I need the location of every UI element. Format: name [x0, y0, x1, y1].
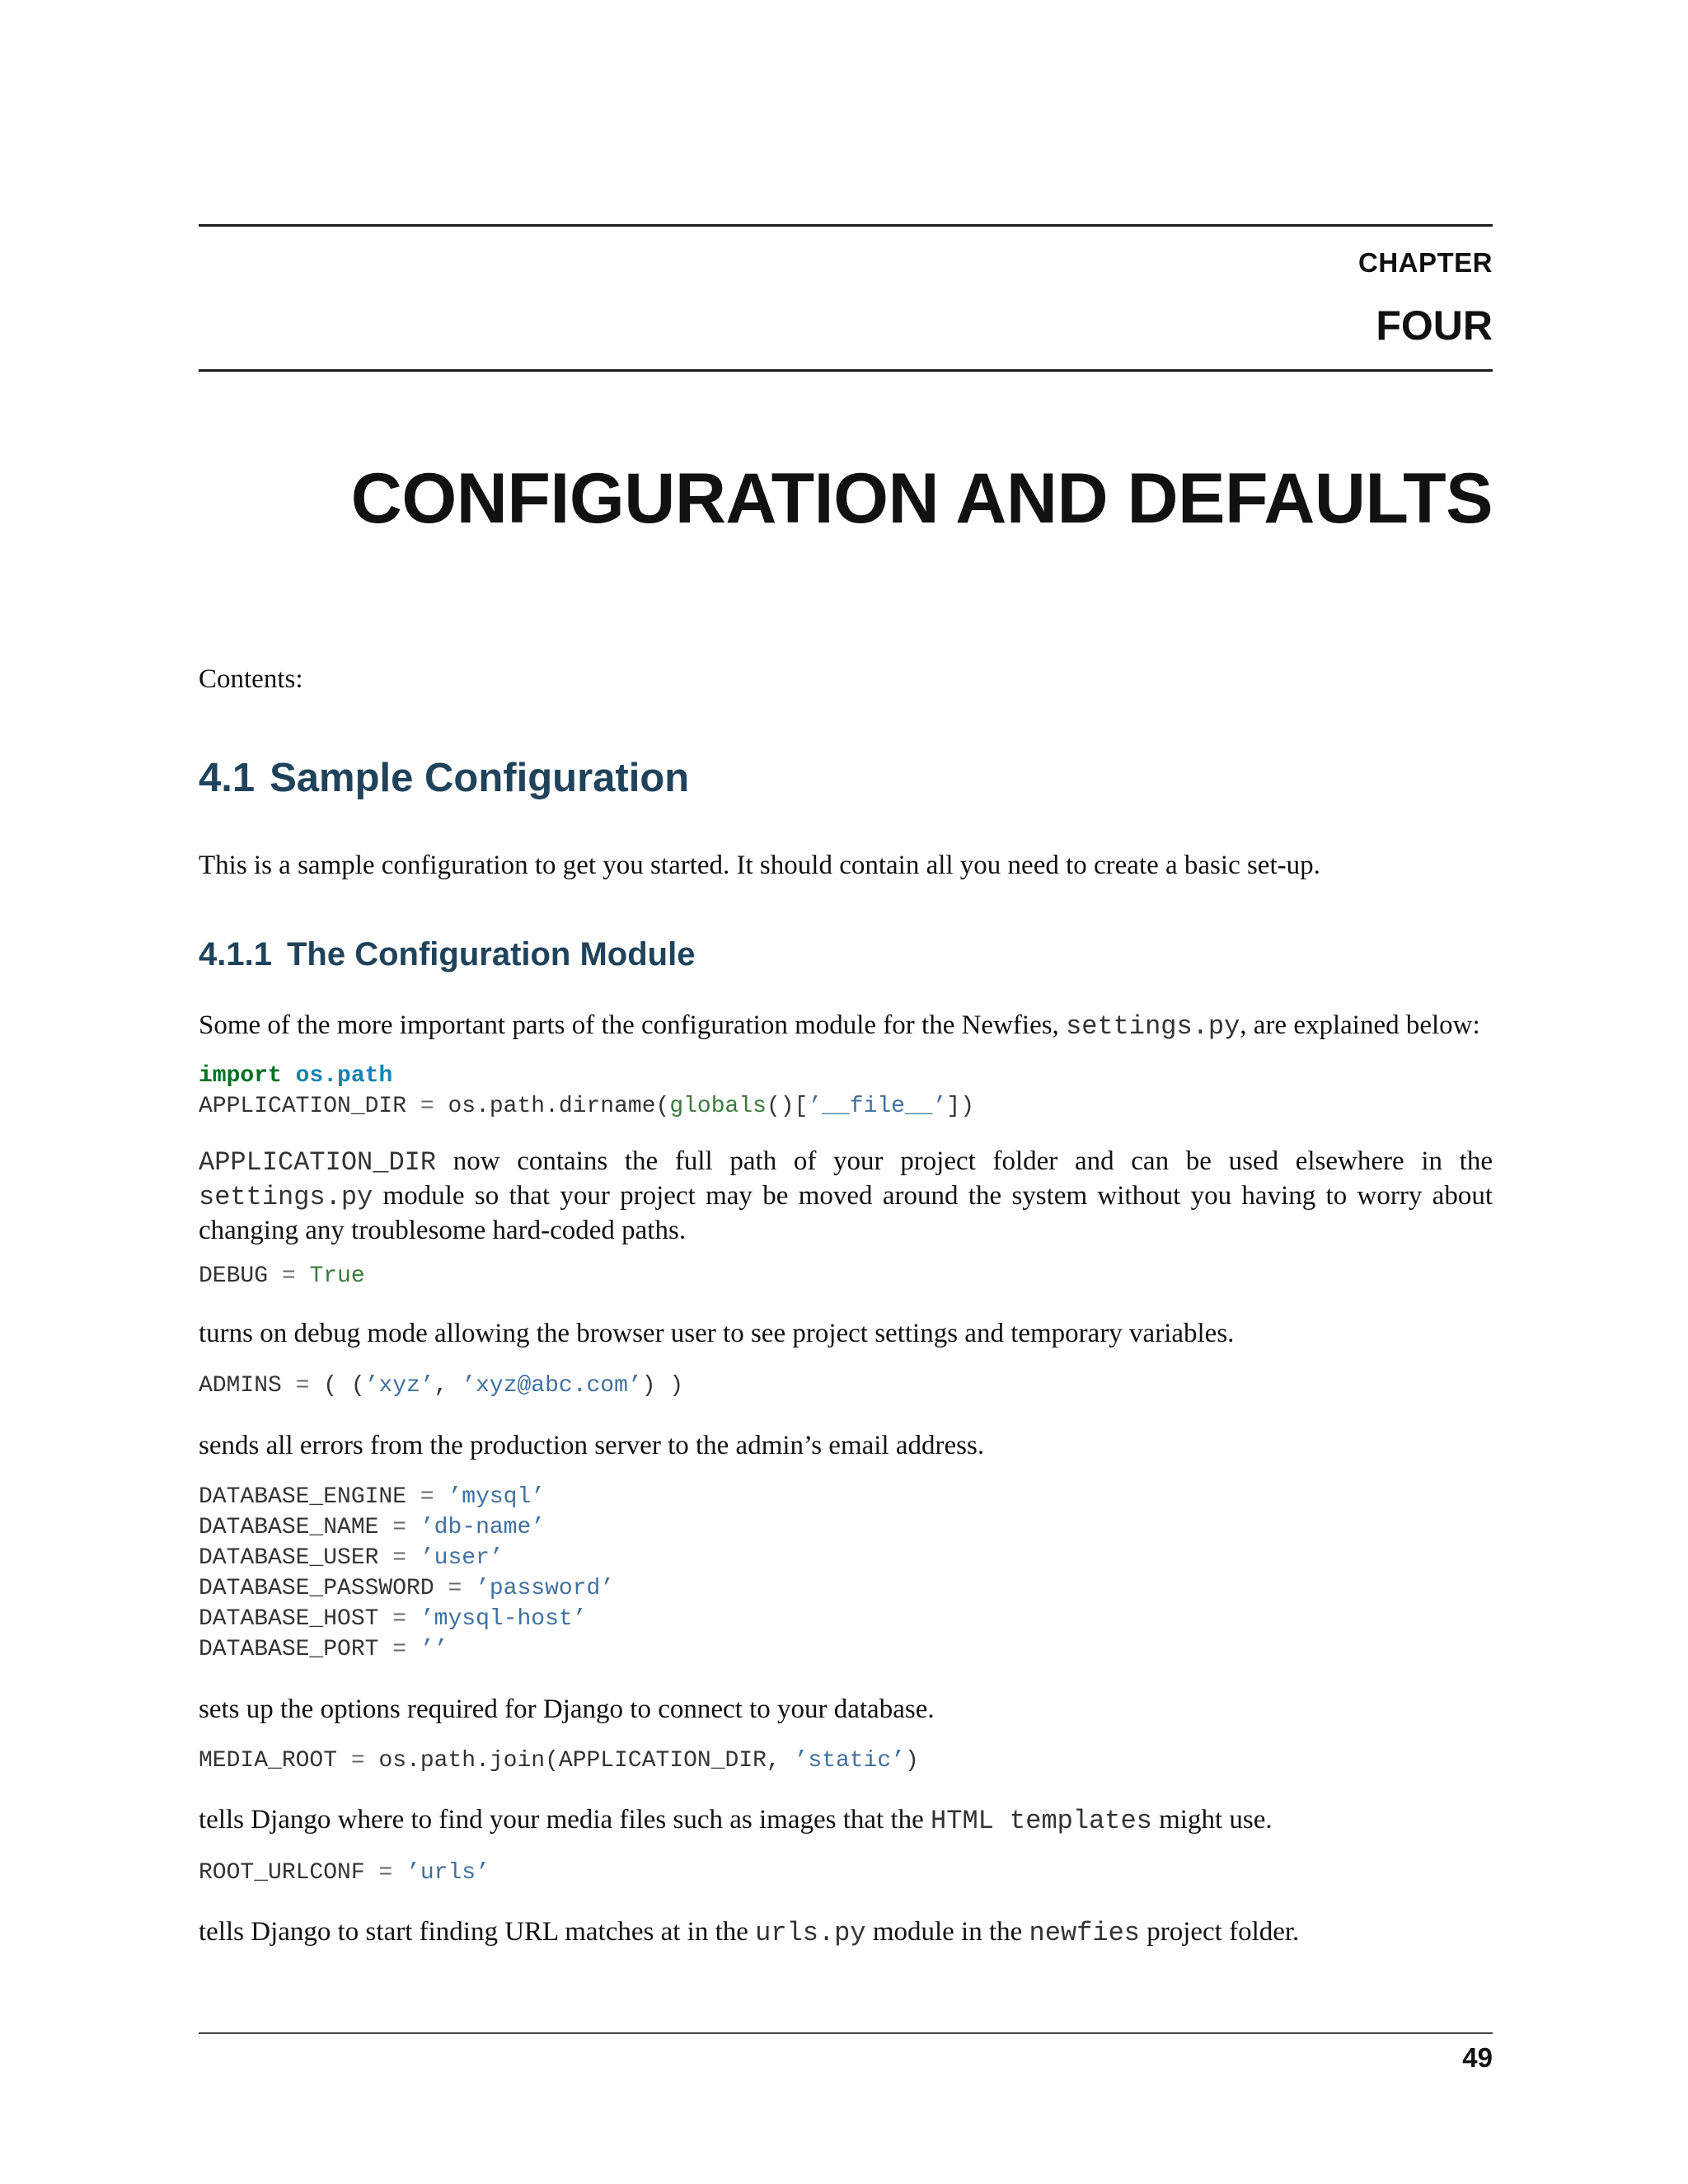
paragraph-admins: sends all errors from the production server to the admin’s email address. — [199, 1431, 985, 1460]
code-line — [199, 1091, 1493, 1122]
footer-rule — [199, 2032, 1493, 2034]
paragraph-text: now contains the full path of your project folder and can be used elsewhere in the — [436, 1146, 1493, 1176]
paragraph-text: module so that your project may be moved around the system without you having to worry about changing any troublesome hard-coded paths. — [199, 1181, 1493, 1245]
code-operator: = — [392, 1637, 407, 1662]
code-operator: = — [281, 1263, 296, 1289]
code-block-debug — [199, 1261, 1493, 1291]
code-string: ’user’ — [406, 1545, 504, 1571]
code-string: ’password’ — [462, 1576, 615, 1601]
chapter-title: CONFIGURATION AND DEFAULTS — [350, 459, 1493, 538]
code-block-database — [199, 1482, 1493, 1665]
code-text: DATABASE_USER — [199, 1545, 393, 1571]
code-builtin: globals — [669, 1094, 767, 1119]
code-block-root-urlconf — [199, 1858, 1493, 1888]
paragraph-text: tells Django to start finding URL matches at in the — [199, 1917, 756, 1947]
code-string: ’__file__’ — [808, 1094, 947, 1119]
contents-label: Contents: — [199, 664, 303, 694]
paragraph-text: tells Django where to find your media files such as images that the — [199, 1805, 931, 1835]
code-block-import — [199, 1061, 1493, 1122]
code-text: ) — [904, 1748, 919, 1774]
subsection-title: The Configuration Module — [286, 936, 696, 972]
chapter-label: CHAPTER — [1357, 247, 1493, 278]
code-module: os.path — [295, 1063, 393, 1089]
code-builtin: True — [295, 1263, 365, 1289]
code-operator: = — [378, 1860, 393, 1886]
code-text: DATABASE_PORT — [199, 1637, 393, 1662]
subsection-number: 4.1.1 — [199, 936, 272, 972]
chapter-number: FOUR — [1376, 302, 1493, 349]
intro-text-before: Some of the more important parts of the configuration module for the Newfies, — [199, 1010, 1067, 1040]
code-text: ) ) — [641, 1373, 684, 1399]
code-string: ’mysql’ — [434, 1484, 546, 1510]
paragraph-database: sets up the options required for Django to connect to your database. — [199, 1694, 935, 1724]
paragraph-media-root — [199, 1803, 1493, 1838]
code-line — [199, 1261, 1493, 1291]
code-line — [199, 1634, 1493, 1665]
code-operator: = — [420, 1484, 434, 1510]
code-text: , — [434, 1373, 462, 1399]
code-keyword: import — [199, 1063, 282, 1089]
section-number: 4.1 — [199, 756, 256, 800]
code-line — [199, 1512, 1493, 1543]
code-operator: = — [448, 1576, 462, 1601]
code-string: ’db-name’ — [406, 1515, 546, 1540]
code-text: ]) — [946, 1094, 974, 1119]
subsection-intro — [199, 1009, 1493, 1043]
code-text: ( ( — [309, 1373, 365, 1399]
code-text: MEDIA_ROOT — [199, 1748, 351, 1774]
code-block-admins — [199, 1371, 1493, 1401]
paragraph-root-urlconf — [199, 1915, 1493, 1950]
chapter-top-rule — [199, 224, 1493, 227]
inline-code: HTML templates — [931, 1806, 1152, 1836]
code-string: ’xyz@abc.com’ — [462, 1373, 642, 1399]
code-text: DATABASE_HOST — [199, 1606, 393, 1632]
inline-code: settings.py — [199, 1182, 373, 1212]
code-operator: = — [350, 1748, 365, 1774]
paragraph-application-dir — [199, 1145, 1493, 1247]
code-text: ADMINS — [199, 1373, 296, 1399]
section-title: Sample Configuration — [270, 756, 690, 800]
code-string: ’’ — [406, 1637, 448, 1662]
code-string: ’urls’ — [392, 1860, 490, 1886]
code-text: DATABASE_NAME — [199, 1515, 393, 1540]
paragraph-text: might use. — [1151, 1805, 1273, 1835]
code-text: DATABASE_ENGINE — [199, 1484, 420, 1510]
code-text: ROOT_URLCONF — [199, 1860, 379, 1886]
code-block-media-root — [199, 1746, 1493, 1776]
code-line — [199, 1371, 1493, 1401]
page-number: 49 — [1462, 2042, 1493, 2073]
code-text: DEBUG — [199, 1263, 282, 1289]
code-operator: = — [392, 1515, 407, 1540]
code-line — [199, 1543, 1493, 1573]
code-string: ’static’ — [794, 1748, 905, 1774]
inline-code: APPLICATION_DIR — [199, 1147, 437, 1178]
code-line — [199, 1858, 1493, 1888]
code-text: DATABASE_PASSWORD — [199, 1576, 448, 1601]
code-operator: = — [295, 1373, 310, 1399]
subsection-heading — [199, 936, 695, 973]
code-text: APPLICATION_DIR — [199, 1094, 420, 1119]
code-text: os.path.join(APPLICATION_DIR, — [364, 1748, 795, 1774]
code-line — [199, 1482, 1493, 1512]
inline-code: newfies — [1029, 1918, 1140, 1948]
section-heading — [199, 755, 689, 801]
chapter-bottom-rule — [199, 369, 1493, 372]
code-text: ()[ — [766, 1094, 809, 1119]
code-line — [199, 1604, 1493, 1634]
section-intro: This is a sample configuration to get you started. It should contain all you need to create a basic set-up. — [199, 851, 1320, 880]
code-line — [199, 1061, 1493, 1091]
code-operator: = — [392, 1606, 407, 1632]
inline-code: urls.py — [755, 1918, 866, 1948]
code-operator: = — [392, 1545, 407, 1571]
code-operator: = — [420, 1094, 434, 1119]
paragraph-text: project folder. — [1139, 1917, 1300, 1947]
code-string: ’xyz’ — [364, 1373, 434, 1399]
code-string: ’mysql-host’ — [406, 1606, 587, 1632]
code-text: os.path.dirname( — [434, 1094, 670, 1119]
code-line — [199, 1573, 1493, 1604]
paragraph-text: module in the — [865, 1917, 1029, 1947]
intro-inline-code: settings.py — [1066, 1011, 1240, 1042]
paragraph-debug: turns on debug mode allowing the browser user to see project settings and temporary variables. — [199, 1319, 1235, 1348]
code-line — [199, 1746, 1493, 1776]
intro-text-after: , are explained below: — [1240, 1010, 1480, 1040]
